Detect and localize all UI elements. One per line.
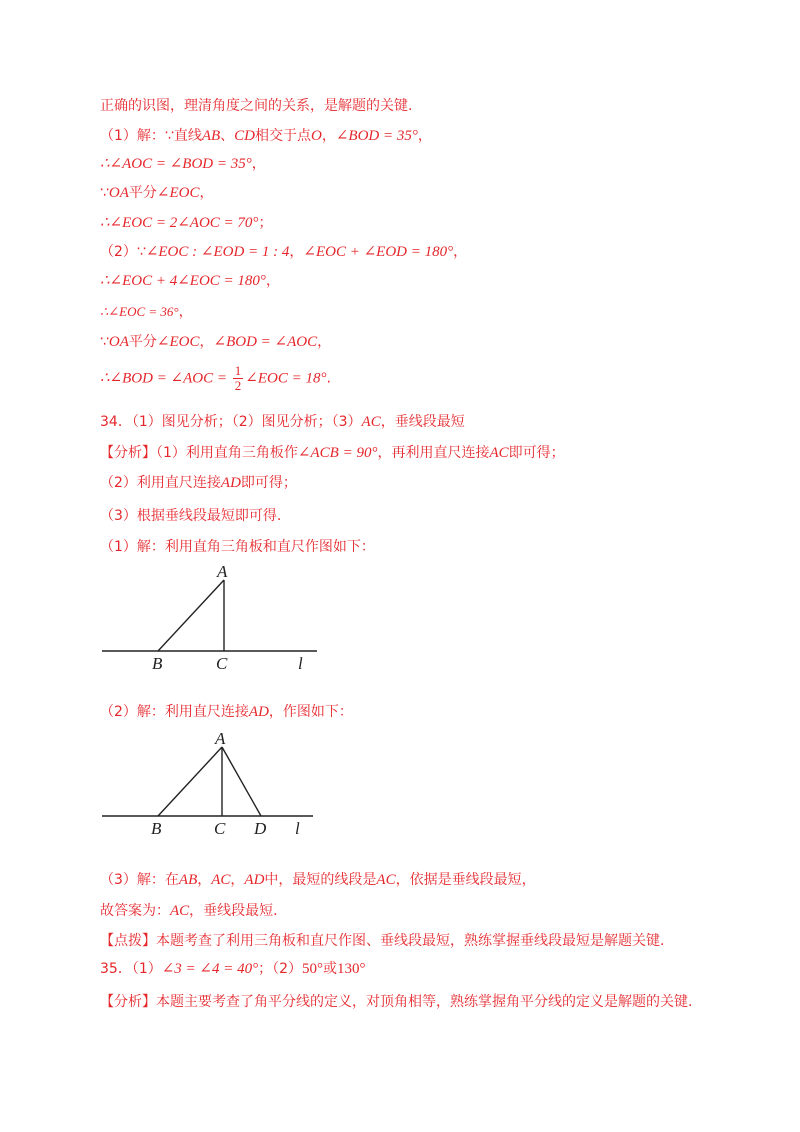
label-c: C: [216, 654, 228, 673]
analysis-34: 【分析】（1）利用直角三角板作∠ACB = 90°，再利用直尺连接AC即可得；: [100, 445, 565, 461]
answer-35: 35．（1）∠3 = ∠4 = 40°；（2）50°或130°: [100, 961, 366, 977]
answer-34: 34．（1）图见分析；（2）图见分析；（3）AC，垂线段最短: [100, 414, 465, 430]
label-b: B: [152, 654, 163, 673]
line-7: ∴∠EOC + 4∠EOC = 180°，: [100, 273, 280, 289]
line-10: ∴∠BOD = ∠AOC = $\frac{1}{2}$ ∠EOC = 18°.: [100, 363, 331, 393]
analysis-34-part2: （2）利用直尺连接AD即可得；: [100, 475, 297, 491]
solution-34-part3: （3）解：在AB，AC，AD中，最短的线段是AC，依据是垂线段最短，: [100, 872, 536, 888]
analysis-35: 【分析】本题主要考查了角平分线的定义，对顶角相等，熟练掌握角平分线的定义是解题的关键.: [100, 994, 693, 1010]
figure-1-diagram: [0, 555, 800, 675]
label-b: B: [151, 819, 162, 838]
label-d: D: [254, 819, 267, 838]
label-a: A: [217, 562, 228, 581]
segment-ab: [158, 747, 222, 816]
figure-2-diagram: [0, 722, 800, 842]
segment-ab: [158, 580, 224, 651]
segment-ad: [222, 747, 261, 816]
label-a: A: [215, 729, 226, 748]
line-3: ∴∠AOC = ∠BOD = 35°，: [100, 156, 266, 172]
solution-34-part2: （2）解：利用直尺连接AD，作图如下：: [100, 704, 353, 720]
label-c: C: [214, 819, 226, 838]
line-2: （1）解：∵直线AB、CD相交于点O，∠BOD = 35°，: [100, 128, 432, 144]
line-5: ∴∠EOC = 2∠AOC = 70°；: [100, 215, 273, 231]
analysis-34-part3: （3）根据垂线段最短即可得.: [100, 508, 282, 524]
label-l: l: [298, 654, 303, 673]
line-1: 正确的识图，理清角度之间的关系，是解题的关键.: [100, 98, 413, 114]
line-8: ∴∠EOC = 36°，: [100, 304, 193, 320]
label-l: l: [295, 819, 300, 838]
fraction-one-half: $\frac{1}{2}$: [234, 363, 242, 393]
line-6: （2）∵∠EOC : ∠EOD = 1 : 4，∠EOC + ∠EOD = 180°，: [100, 244, 468, 260]
solution-34-part1: （1）解：利用直角三角板和直尺作图如下：: [100, 539, 375, 555]
line-9: ∵OA平分∠EOC，∠BOD = ∠AOC，: [100, 334, 332, 350]
comment-34: 【点拨】本题考查了利用三角板和直尺作图、垂线段最短，熟练掌握垂线段最短是解题关键.: [100, 933, 665, 949]
final-answer-34: 故答案为：AC，垂线段最短.: [100, 903, 278, 919]
line-4: ∵OA平分∠EOC，: [100, 185, 214, 201]
